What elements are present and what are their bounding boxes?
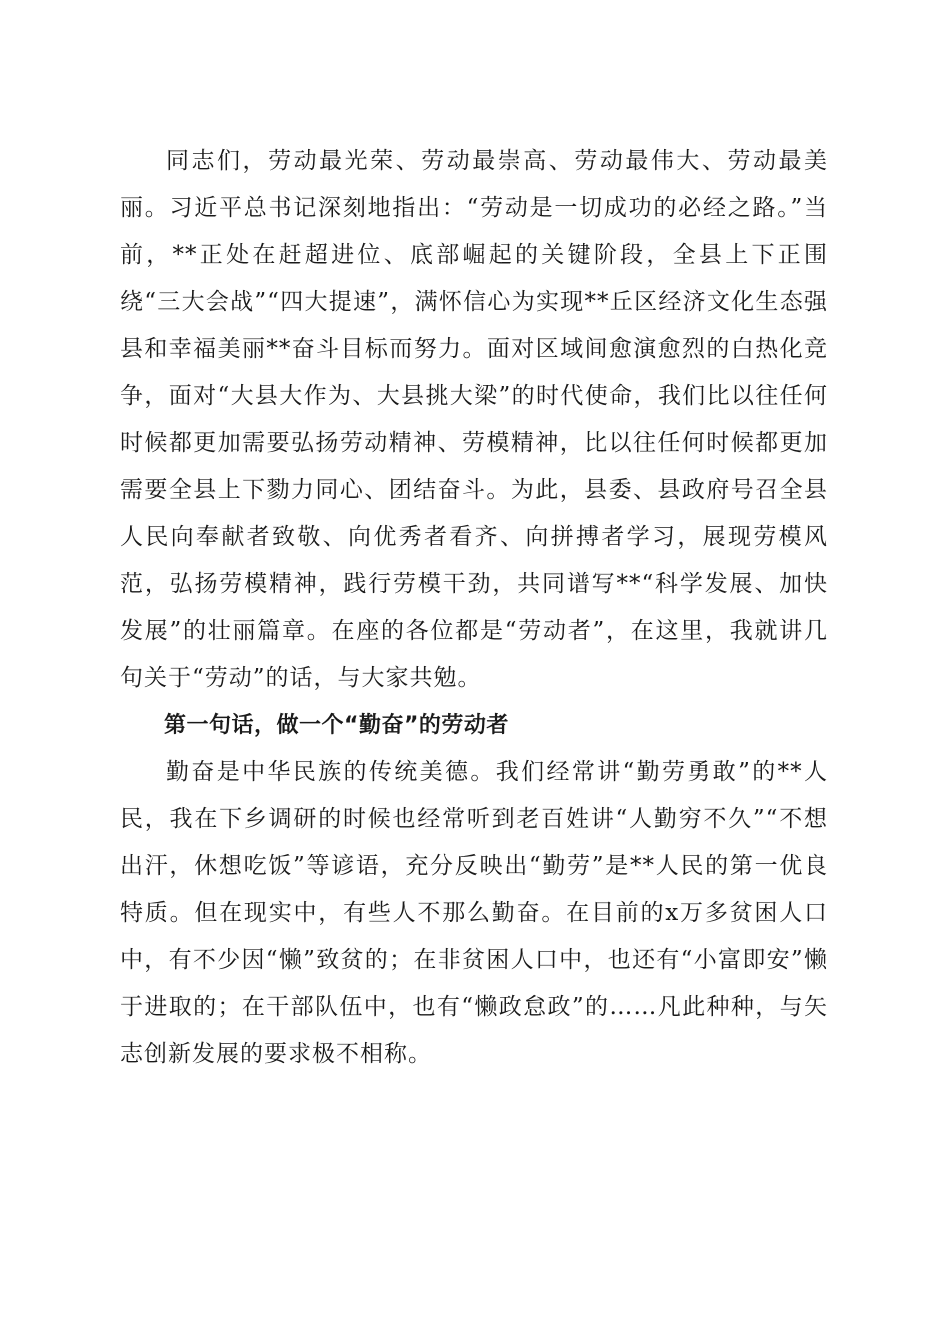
intro-paragraph: 同志们，劳动最光荣、劳动最崇高、劳动最伟大、劳动最美丽。习近平总书记深刻地指出：“劳动是一切成功的必经之路。”当前，**正处在赶超进位、底部崛起的关键阶段，全县上下正围绕“三大会战”“四大提速”，满怀信心为实现**丘区经济文化生态强县和幸福美丽**奋斗目标而努力。面对区域间愈演愈烈的白热化竞争，面对“大县大作为、大县挑大梁”的时代使命，我们比以往任何时候都更加需要弘扬劳动精神、劳模精神，比以往任何时候都更加需要全县上下勠力同心、团结奋斗。为此，县委、县政府号召全县人民向奉献者致敬、向优秀者看齐、向拼搏者学习，展现劳模风范，弘扬劳模精神，践行劳模干劲，共同谱写**“科学发展、加快发展”的壮丽篇章。在座的各位都是“劳动者”，在这里，我就讲几句关于“劳动”的话，与大家共勉。: [120, 148, 828, 691]
section-body-paragraph: 勤奋是中华民族的传统美德。我们经常讲“勤劳勇敢”的**人民，我在下乡调研的时候也经常听到老百姓讲“人勤穷不久”“不想出汗，休想吃饭”等谚语，充分反映出“勤劳”是**人民的第一优良特质。但在现实中，有些人不那么勤奋。在目前的x万多贫困人口中，有不少因“懒”致贫的；在非贫困人口中，也还有“小富即安”懒于进取的；在干部队伍中，也有“懒政怠政”的……凡此种种，与矢志创新发展的要求极不相称。: [120, 759, 828, 1067]
section-heading: 第一句话，做一个“勤奋”的劳动者: [164, 713, 509, 738]
document-page: [120, 138, 828, 1078]
